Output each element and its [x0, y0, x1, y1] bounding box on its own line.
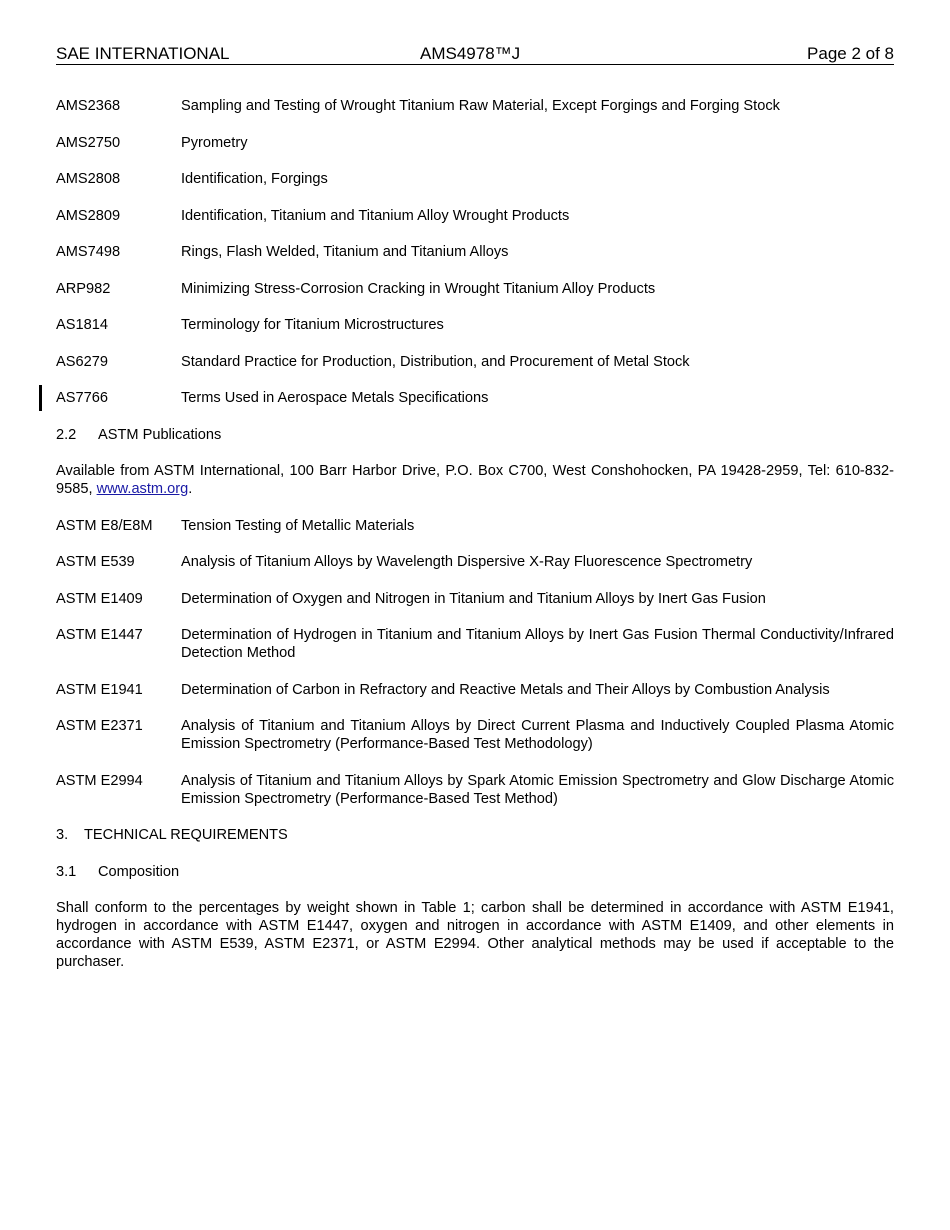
- reference-code: AMS2750: [56, 134, 121, 151]
- section-number: 2.2: [56, 426, 77, 443]
- section-title: Composition: [98, 863, 180, 880]
- reference-code: ASTM E1447: [56, 627, 143, 643]
- reference-row: [56, 97, 894, 115]
- page-header: [56, 44, 894, 65]
- reference-code: AS6279: [56, 353, 108, 370]
- document-body: [56, 97, 894, 990]
- period: .: [188, 481, 193, 497]
- reference-code: AMS2809: [56, 207, 121, 224]
- reference-row: [56, 316, 894, 334]
- reference-title: Analysis of Titanium and Titanium Alloys by Direct Current Plasma and Inductively Coupled Plasma Atomic Emission Spectrometry (Performance-Based Test Methodology): [181, 718, 894, 752]
- reference-row: [56, 134, 894, 152]
- reference-code: ASTM E2371: [56, 718, 143, 734]
- section-number: 3.: [56, 827, 69, 843]
- reference-code: ASTM E8/E8M: [56, 517, 153, 534]
- reference-row: [56, 772, 894, 808]
- composition-paragraph: Shall conform to the percentages by weight shown in Table 1; carbon shall be determined in accordance with ASTM E1941, hydrogen in accordance with ASTM E1447, oxygen and nitrogen in accordance with ASTM E1409, and other elements in accordance with ASTM E539, ASTM E2371, or ASTM E2994. Other analytical methods may be used if acceptable to the purchaser.: [56, 900, 894, 970]
- reference-title: Identification, Titanium and Titanium Alloy Wrought Products: [181, 207, 570, 224]
- reference-title: Analysis of Titanium and Titanium Alloys by Spark Atomic Emission Spectrometry and Glow Discharge Atomic Emission Spectrometry (Performance-Based Test Method): [181, 772, 894, 807]
- reference-code: AS1814: [56, 317, 108, 333]
- reference-code: ASTM E539: [56, 554, 135, 570]
- reference-title: Determination of Oxygen and Nitrogen in Titanium and Titanium Alloys by Inert Gas Fusion: [181, 590, 766, 607]
- reference-code: ASTM E2994: [56, 772, 143, 789]
- revision-change-bar: [39, 385, 42, 411]
- reference-title: Terminology for Titanium Microstructures: [181, 317, 444, 333]
- reference-code: ASTM E1941: [56, 681, 143, 698]
- reference-row: [56, 353, 894, 371]
- reference-title: Analysis of Titanium Alloys by Wavelength Dispersive X-Ray Fluorescence Spectrometry: [181, 554, 753, 570]
- reference-row: [56, 517, 894, 535]
- reference-title: Minimizing Stress-Corrosion Cracking in Wrought Titanium Alloy Products: [181, 280, 656, 297]
- reference-code: AS7766: [56, 390, 108, 406]
- reference-title: Sampling and Testing of Wrought Titanium Raw Material, Except Forgings and Forging Stock: [181, 98, 780, 114]
- reference-code: AMS7498: [56, 244, 121, 260]
- section-heading-3-1: [56, 863, 894, 881]
- reference-row: [56, 590, 894, 608]
- reference-title: Tension Testing of Metallic Materials: [181, 517, 415, 534]
- reference-row: [56, 681, 894, 699]
- astm-website-link[interactable]: www.astm.org: [96, 481, 189, 497]
- availability-text: Available from ASTM International, 100 Barr Harbor Drive, P.O. Box C700, West Conshohocken, PA 19428-2959, Tel: 610-832-9585,: [56, 463, 894, 497]
- header-doc-id: AMS4978™J: [420, 44, 521, 63]
- reference-row: [56, 243, 894, 261]
- astm-availability-paragraph: [56, 462, 894, 498]
- reference-row: [56, 170, 894, 188]
- header-org: SAE INTERNATIONAL: [56, 44, 230, 63]
- reference-row: [56, 717, 894, 753]
- reference-row: [56, 626, 894, 662]
- reference-code: ASTM E1409: [56, 590, 143, 607]
- reference-title: Identification, Forgings: [181, 171, 328, 187]
- section-title: TECHNICAL REQUIREMENTS: [84, 827, 288, 843]
- reference-title: Rings, Flash Welded, Titanium and Titanium Alloys: [181, 244, 509, 260]
- section-title: ASTM Publications: [98, 426, 222, 443]
- reference-code: AMS2368: [56, 98, 121, 114]
- reference-code: ARP982: [56, 280, 111, 297]
- section-heading-3: [56, 826, 894, 844]
- reference-row: [56, 280, 894, 298]
- reference-title: Standard Practice for Production, Distribution, and Procurement of Metal Stock: [181, 353, 690, 370]
- section-heading-2-2: [56, 426, 894, 444]
- reference-title: Terms Used in Aerospace Metals Specifications: [181, 390, 489, 406]
- reference-code: AMS2808: [56, 171, 121, 187]
- reference-row: [56, 207, 894, 225]
- reference-title: Pyrometry: [181, 134, 248, 151]
- reference-row: [56, 553, 894, 571]
- reference-row: [56, 389, 894, 407]
- section-number: 3.1: [56, 863, 77, 880]
- header-page-number: Page 2 of 8: [807, 44, 894, 63]
- reference-title: Determination of Hydrogen in Titanium and Titanium Alloys by Inert Gas Fusion Thermal Conductivity/Infrared Detection Method: [181, 627, 894, 661]
- reference-title: Determination of Carbon in Refractory and Reactive Metals and Their Alloys by Combustion Analysis: [181, 681, 830, 698]
